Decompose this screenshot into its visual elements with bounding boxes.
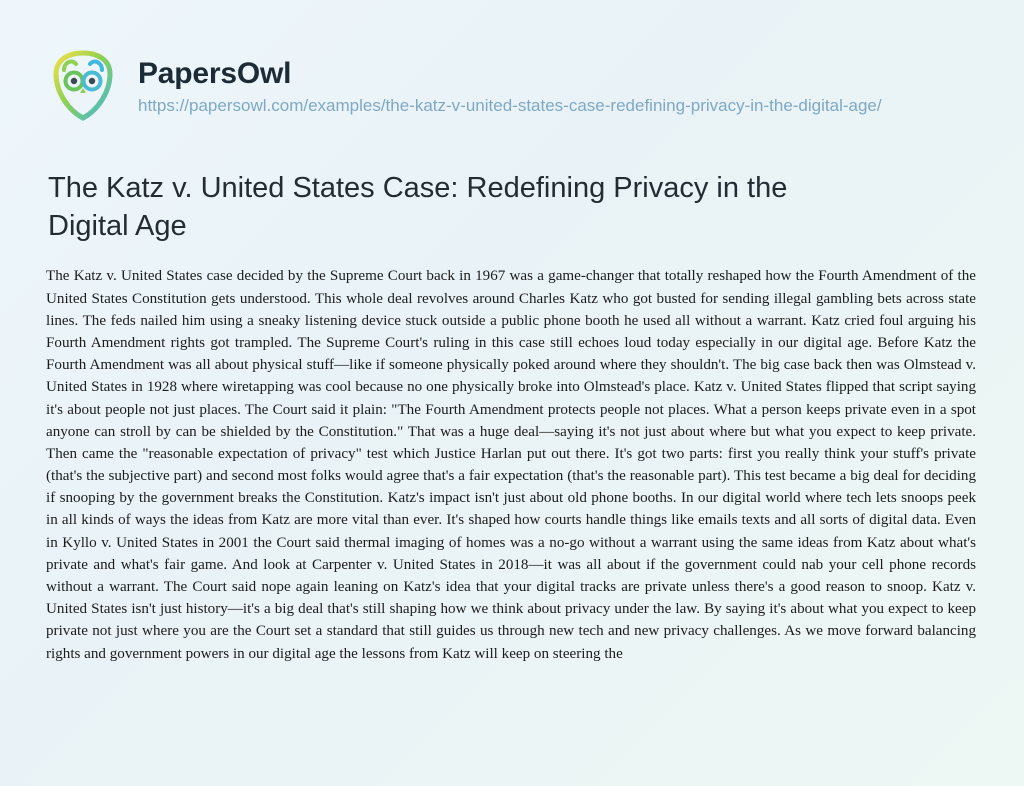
owl-logo-icon — [46, 48, 120, 122]
page-title: The Katz v. United States Case: Redefining Privacy in the Digital Age — [48, 172, 788, 242]
site-header — [46, 40, 978, 136]
brand-block — [138, 40, 978, 117]
article-body: The Katz v. United States case decided by the Supreme Court back in 1967 was a game-changer that totally reshaped how the Fourth Amendment of the United States Constitution gets understood. This whole deal revolves around Charles Katz who got busted for sending illegal gambling bets across state lines. The feds nailed him using a sneaky listening device stuck outside a public phone booth he used all without a warrant. Katz cried foul arguing his Fourth Amendment rights got trampled. The Supreme Court's ruling in this case still echoes loud today especially in our digital age. Before Katz the Fourth Amendment was all about physical stuff—like if someone physically poked around where they shouldn't. The big case back then was Olmstead v. United States in 1928 where wiretapping was cool because no one physically broke into Olmstead's place. Katz v. United States flipped that script saying it's about people not just places. The Court said it plain: "The Fourth Amendment protects people not places. What a person keeps private even in a spot anyone can stroll by can be shielded by the Constitution." That was a huge deal—saying it's not just about where but what you expect to keep private. Then came the "reasonable expectation of privacy" test which Justice Harlan put out there. It's got two parts: first you really think your stuff's private (that's the subjective part) and second most folks would agree that's a fair expectation (that's the reasonable part). This test became a big deal for deciding if snooping by the government breaks the Constitution. Katz's impact isn't just about old phone booths. In our digital world where tech lets snoops peek in all kinds of ways the ideas from Katz are more vital than ever. It's shaped how courts handle things like emails texts and all sorts of digital data. Even in Kyllo v. United States in 2001 the Court said thermal imaging of homes was a no-go without a warrant using the same ideas from Katz about what's private and what's fair game. And look at Carpenter v. United States in 2018—it was all about if the government could nab your cell phone records without a warrant. The Court said nope again leaning on Katz's idea that your digital tracks are private unless there's a good reason to snoop. Katz v. United States isn't just history—it's a big deal that's still shaping how we think about privacy under the law. By saying it's about what you expect to keep private not just where you are the Court set a standard that still guides us through new tech and new privacy challenges. As we move forward balancing rights and government powers in our digital age the lessons from Katz will keep on steering the — [46, 268, 976, 662]
brand-name: PapersOwl — [138, 57, 292, 90]
source-url[interactable]: https://papersowl.com/examples/the-katz-v-united-states-case-redefining-privacy-in-the-digital-age/ — [138, 95, 882, 115]
